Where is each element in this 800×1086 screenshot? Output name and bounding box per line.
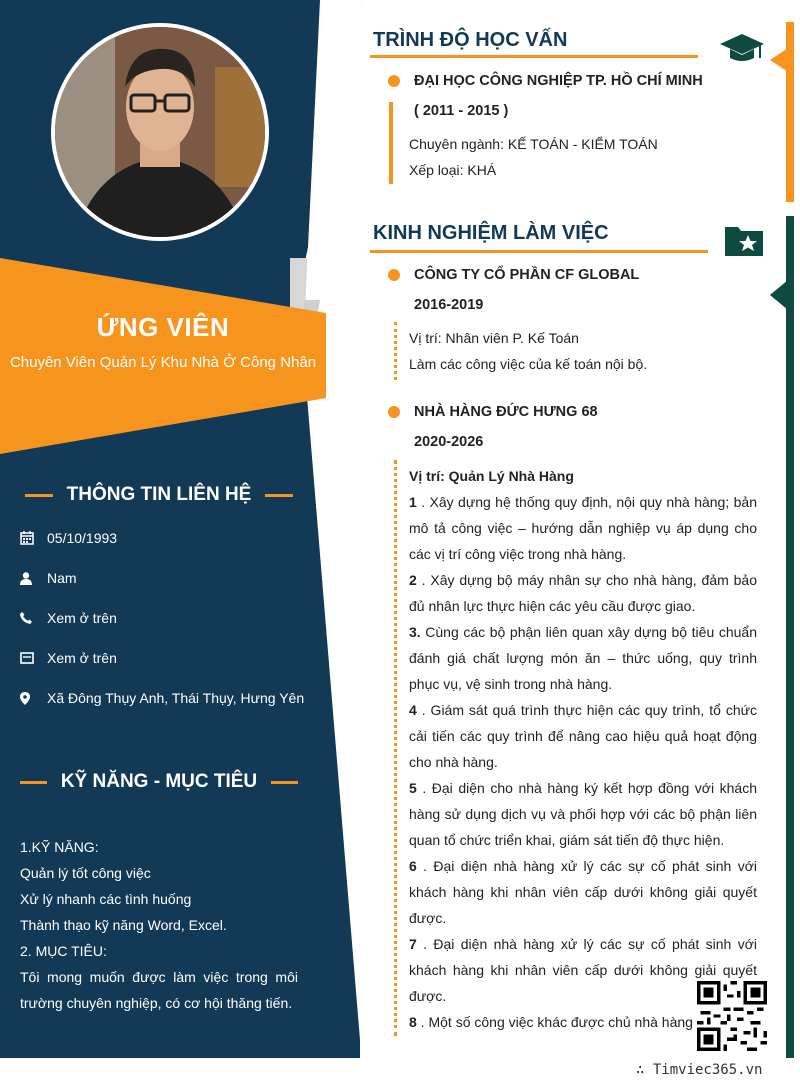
job1-company: CÔNG TY CỔ PHẦN CF GLOBAL [414, 267, 640, 283]
folder-star-icon [724, 223, 764, 262]
job1-line [394, 322, 400, 380]
avatar-frame [51, 23, 269, 241]
duty-item: 1 . Xây dựng hệ thống quy định, nội quy nhà hàng; bản mô tả công việc – hướng dẫn nghiệp vụ áp dụng cho các vị trí công việc trong nhà hàng. [409, 494, 757, 562]
graduation-cap-icon [720, 32, 764, 69]
location-icon [20, 692, 47, 705]
footer-brand[interactable]: ∴ Timviec365.vn [636, 1062, 763, 1078]
contact-birthday: 05/10/1993 [20, 530, 320, 546]
duty-item: 2 . Xây dựng bộ máy nhân sự cho nhà hàng, đảm bảo đủ nhân lực thực hiện các yêu cầu được giao. [409, 572, 757, 614]
education-title-underline [370, 55, 698, 58]
skills-content: 1.KỸ NĂNG: Quản lý tốt công việc Xử lý nhanh các tình huống Thành thạo kỹ năng Word, Excel. 2. MỤC TIÊU: Tôi mong muốn được làm việc trong môi trường chuyên nghiệp, có cơ hội thăng tiến. [20, 839, 298, 1011]
experience-accent-bar [786, 216, 794, 1058]
job1-description: Làm các công việc của kế toán nội bộ. [409, 356, 648, 372]
education-title: TRÌNH ĐỘ HỌC VẤN [373, 29, 568, 51]
job1-position: Vị trí: Nhân viên P. Kế Toán [409, 330, 579, 346]
education-grade: Xếp loại: KHÁ [409, 162, 497, 178]
email-icon [20, 652, 47, 664]
calendar-icon [20, 531, 47, 545]
duty-item: 7 . Đại diện nhà hàng xử lý các sự cố phát sinh với khách hàng khi nhân viên cấp dưới không giải quyết được. [409, 936, 757, 1004]
job2-line [394, 460, 400, 1036]
job2-dot [388, 406, 400, 418]
duty-item: 8 . Một số công việc khác được chủ nhà hàng [409, 1014, 693, 1030]
job1-period: 2016-2019 [414, 297, 484, 313]
user-icon [20, 572, 47, 585]
contact-gender: Nam [20, 570, 320, 586]
job1-dot [388, 269, 400, 281]
duty-item: 3. Cùng các bộ phận liên quan xây dựng bộ tiêu chuẩn đánh giá chất lượng món ăn – thức uống, quy trình phục vụ, vệ sinh trong nhà hàng. [409, 624, 757, 692]
contact-section-title: THÔNG TIN LIÊN HỆ [20, 484, 298, 506]
duty-item: 5 . Đại diện cho nhà hàng ký kết hợp đồng với khách hàng sử dụng dịch vụ và phối hợp với các bộ phận liên quan tổ chức triển khai, giám sát tiến độ thực hiện. [409, 780, 757, 848]
contact-address: Xã Đông Thụy Anh, Thái Thụy, Hưng Yên [20, 690, 320, 706]
skills-section-title: KỸ NĂNG - MỤC TIÊU [20, 771, 298, 793]
duty-item: 4 . Giám sát quá trình thực hiện các quy trình, tổ chức cải tiến các quy trình để nâng cao hiệu quả hoạt động cho nhà hàng. [409, 702, 757, 770]
candidate-job-title: Chuyên Viên Quản Lý Khu Nhà Ở Công Nhân [9, 354, 317, 371]
contact-phone: Xem ở trên [20, 610, 320, 626]
avatar [55, 27, 265, 237]
experience-title-underline [370, 250, 708, 253]
education-period: ( 2011 - 2015 ) [414, 103, 509, 119]
education-accent-arrow [770, 48, 788, 72]
candidate-name: ỨNG VIÊN [96, 312, 230, 342]
job2-period: 2020-2026 [414, 434, 484, 450]
job2-duties [409, 463, 757, 1035]
contact-email: Xem ở trên [20, 650, 320, 666]
sidebar-slant [290, 0, 380, 1058]
qr-code[interactable] [697, 981, 767, 1051]
education-line [389, 102, 393, 184]
job2-company: NHÀ HÀNG ĐỨC HƯNG 68 [414, 404, 598, 420]
education-major: Chuyên ngành: KẾ TOÁN - KIỂM TOÁN [409, 136, 658, 152]
education-school: ĐẠI HỌC CÔNG NGHIỆP TP. HỒ CHÍ MINH [414, 73, 703, 89]
experience-title: KINH NGHIỆM LÀM VIỆC [373, 222, 609, 244]
phone-icon [20, 612, 47, 624]
education-dot [388, 75, 400, 87]
duty-item: 6 . Đại diện nhà hàng xử lý các sự cố phát sinh với khách hàng khi nhân viên cấp dưới không giải quyết được. [409, 858, 757, 926]
job2-position: Vị trí: Quản Lý Nhà Hàng [409, 468, 574, 484]
experience-accent-arrow [770, 280, 788, 310]
